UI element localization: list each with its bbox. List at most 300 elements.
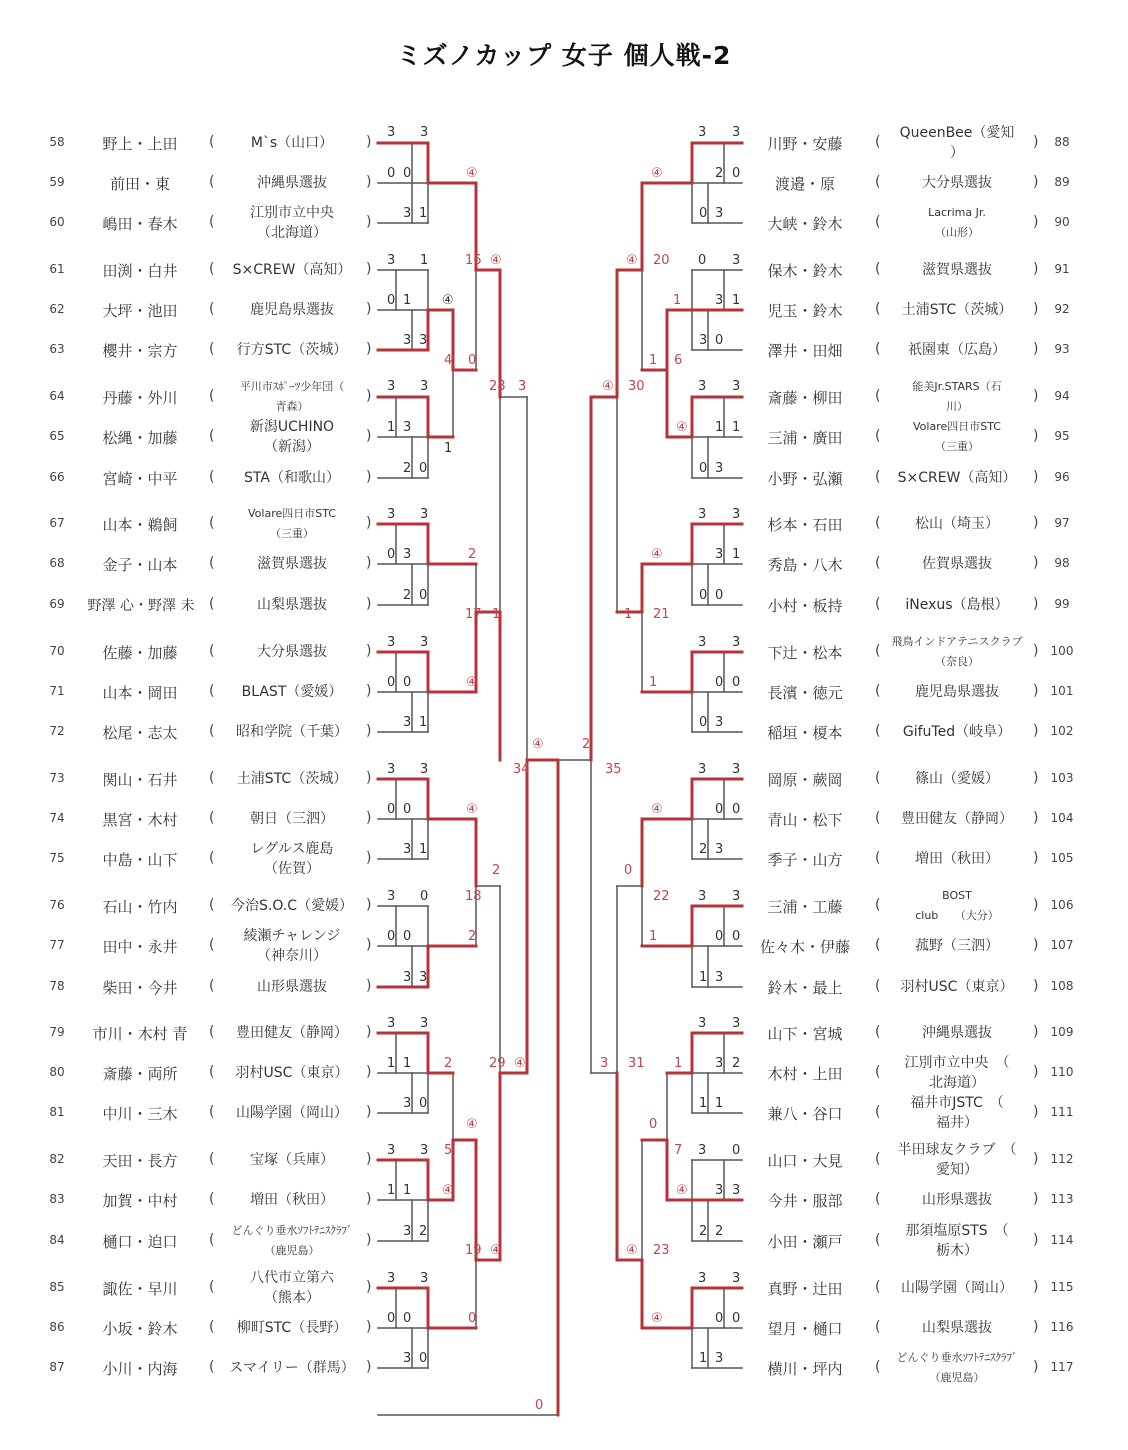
player-row	[0, 123, 380, 163]
club-name: 宝塚（兵庫）	[250, 1152, 334, 1168]
player-row	[0, 544, 380, 584]
close-paren: )	[1033, 1104, 1039, 1120]
open-paren: (	[209, 214, 215, 230]
close-paren: )	[1033, 723, 1039, 739]
seed-number: 66	[49, 470, 65, 484]
seed-number: 73	[49, 771, 65, 785]
open-paren: (	[875, 1319, 881, 1335]
player-names: 山本・岡田	[102, 684, 178, 702]
match-number-label: 3	[600, 1056, 609, 1071]
player-names: 田中・永井	[102, 938, 178, 956]
seed-number: 72	[49, 724, 65, 738]
seed-number: 101	[1050, 684, 1074, 698]
seed-number: 95	[1054, 429, 1070, 443]
seed-number: 111	[1050, 1105, 1074, 1119]
club-name: 半田球友クラブ （ 愛知）	[897, 1142, 1017, 1178]
player-row	[0, 799, 380, 839]
close-paren: )	[1033, 596, 1039, 612]
score-label: 3	[698, 1016, 707, 1031]
open-paren: (	[209, 174, 215, 190]
match-number-label: ④	[490, 253, 502, 268]
open-paren: (	[209, 428, 215, 444]
club-name: BOST club （大分）	[915, 889, 999, 922]
score-label: 2	[403, 461, 412, 476]
close-paren: )	[366, 1191, 372, 1207]
seed-number: 91	[1054, 262, 1070, 276]
close-paren: )	[366, 770, 372, 786]
seed-number: 88	[1054, 135, 1070, 149]
score-label: 1	[419, 206, 428, 221]
player-names: 稲垣・榎本	[767, 724, 843, 742]
score-label: 3	[387, 889, 396, 904]
close-paren: )	[1033, 1359, 1039, 1375]
seed-number: 99	[1054, 597, 1070, 611]
player-row	[0, 1140, 380, 1180]
club-name: 江別市立中央 （北海道）	[250, 205, 334, 241]
club-name: 八代市立第六 （熊本）	[250, 1270, 334, 1306]
match-number-label: 34	[513, 762, 530, 777]
open-paren: (	[875, 134, 881, 150]
match-number-label: ④	[466, 1117, 478, 1132]
score-label: 2	[732, 1056, 741, 1071]
match-number-label: ④	[514, 1056, 526, 1071]
seed-number: 89	[1054, 175, 1070, 189]
close-paren: )	[1033, 810, 1039, 826]
open-paren: (	[209, 388, 215, 404]
score-label: 1	[715, 1096, 724, 1111]
player-names: 三浦・工藤	[767, 898, 843, 916]
close-paren: )	[1033, 1279, 1039, 1295]
club-name: 平川市ｽﾎﾟｰﾂ少年団（ 青森）	[239, 380, 345, 413]
score-label: 3	[420, 1016, 429, 1031]
club-name: 山梨県選抜	[257, 597, 327, 613]
match-number-label: 31	[628, 1056, 645, 1071]
club-name: 飛鳥インドアテニスクラブ （奈良）	[891, 635, 1023, 668]
club-name: iNexus（島根）	[905, 597, 1009, 613]
seed-number: 59	[49, 175, 65, 189]
club-name: 那須塩原STS （ 栃木）	[905, 1223, 1009, 1259]
score-label: 3	[715, 547, 724, 562]
score-label: 0	[732, 929, 741, 944]
player-row	[0, 926, 380, 966]
player-row	[0, 672, 380, 712]
open-paren: (	[875, 388, 881, 404]
match-number-label: 22	[653, 889, 670, 904]
player-row	[745, 759, 1125, 799]
seed-number: 92	[1054, 302, 1070, 316]
club-name: 沖縄県選抜	[257, 175, 327, 191]
seed-number: 116	[1050, 1320, 1074, 1334]
player-names: 岡原・蕨岡	[767, 771, 843, 789]
open-paren: (	[209, 1104, 215, 1120]
open-paren: (	[209, 596, 215, 612]
player-row	[0, 886, 380, 926]
open-paren: (	[875, 515, 881, 531]
club-name: 江別市立中央 （ 北海道）	[904, 1055, 1010, 1091]
close-paren: )	[366, 1064, 372, 1080]
player-row	[745, 712, 1125, 752]
seed-number: 68	[49, 556, 65, 570]
score-label: 0	[387, 675, 396, 690]
close-paren: )	[1033, 261, 1039, 277]
score-label: 0	[699, 715, 708, 730]
seed-number: 70	[49, 644, 65, 658]
score-label: 0	[699, 461, 708, 476]
seed-number: 62	[49, 302, 65, 316]
score-label: 3	[715, 1351, 724, 1366]
close-paren: )	[1033, 214, 1039, 230]
score-label: 0	[715, 929, 724, 944]
close-paren: )	[366, 1232, 372, 1248]
score-label: 3	[420, 762, 429, 777]
match-number-label: 1	[673, 293, 682, 308]
score-label: 0	[387, 802, 396, 817]
match-number-label: ④	[676, 420, 688, 435]
score-label: 3	[403, 1096, 412, 1111]
player-row	[745, 504, 1125, 544]
open-paren: (	[209, 937, 215, 953]
seed-number: 69	[49, 597, 65, 611]
match-number-label: ④	[626, 1243, 638, 1258]
open-paren: (	[209, 770, 215, 786]
player-row	[745, 926, 1125, 966]
close-paren: )	[1033, 643, 1039, 659]
score-label: 2	[699, 1224, 708, 1239]
club-name: 大分県選抜	[922, 175, 992, 191]
player-names: 三浦・廣田	[767, 429, 843, 447]
club-name: Lacrima Jr. （山形）	[928, 206, 986, 239]
player-names: 黒宮・木村	[102, 811, 178, 829]
player-names: 望月・樋口	[767, 1320, 843, 1338]
club-name: 行方STC（茨城）	[236, 342, 348, 358]
seed-number: 98	[1054, 556, 1070, 570]
score-label: 3	[715, 970, 724, 985]
player-names: 諏佐・早川	[102, 1280, 178, 1298]
open-paren: (	[875, 723, 881, 739]
seed-number: 76	[49, 898, 65, 912]
player-names: 小田・瀬戸	[767, 1233, 843, 1251]
club-name: Volare四日市STC （三重）	[913, 420, 1001, 453]
match-number-label: 0	[535, 1398, 544, 1413]
player-row	[745, 1093, 1125, 1133]
seed-number: 112	[1050, 1152, 1074, 1166]
open-paren: (	[209, 515, 215, 531]
club-name: S×CREW（高知）	[232, 262, 352, 278]
club-name: 鹿児島県選抜	[250, 302, 334, 318]
match-number-label: 1	[674, 1056, 683, 1071]
score-label: 0	[387, 547, 396, 562]
open-paren: (	[875, 214, 881, 230]
match-number-label: 4	[444, 353, 453, 368]
open-paren: (	[209, 1151, 215, 1167]
player-names: 中川・三木	[102, 1105, 178, 1123]
player-row	[745, 1180, 1125, 1220]
score-label: 1	[732, 293, 741, 308]
score-label: 3	[715, 715, 724, 730]
player-row	[745, 799, 1125, 839]
player-names: 下辻・松本	[767, 644, 843, 662]
club-name: 豊田健友（静岡）	[901, 811, 1013, 827]
open-paren: (	[209, 134, 215, 150]
club-name: 土浦STC（茨城）	[901, 302, 1013, 318]
player-row	[745, 839, 1125, 879]
score-label: 3	[698, 379, 707, 394]
open-paren: (	[209, 1191, 215, 1207]
match-number-label: 1	[492, 607, 501, 622]
seed-number: 94	[1054, 389, 1070, 403]
close-paren: )	[366, 428, 372, 444]
player-row	[0, 330, 380, 370]
player-row	[0, 504, 380, 544]
club-name: 篠山（愛媛）	[915, 771, 999, 787]
player-row	[745, 1013, 1125, 1053]
seed-number: 105	[1050, 851, 1074, 865]
club-name: 松山（埼玉）	[915, 516, 999, 532]
score-label: 3	[403, 842, 412, 857]
club-name: 綾瀬チャレンジ （神奈川）	[243, 928, 341, 964]
close-paren: )	[1033, 515, 1039, 531]
player-row	[745, 1140, 1125, 1180]
close-paren: )	[1033, 1319, 1039, 1335]
player-row	[745, 250, 1125, 290]
player-names: 金子・山本	[102, 556, 178, 574]
club-name: 滋賀県選抜	[922, 262, 992, 278]
match-number-label: ④	[651, 1311, 663, 1326]
seed-number: 106	[1050, 898, 1074, 912]
score-label: 3	[387, 635, 396, 650]
match-number-label: ④	[651, 166, 663, 181]
score-label: 0	[732, 166, 741, 181]
club-name: どんぐり垂水ｿﾌﾄﾃﾆｽｸﾗﾌﾞ （鹿児島）	[896, 1351, 1018, 1384]
score-label: 1	[387, 1183, 396, 1198]
score-label: 0	[387, 929, 396, 944]
close-paren: )	[1033, 978, 1039, 994]
score-label: 3	[420, 379, 429, 394]
close-paren: )	[1033, 428, 1039, 444]
player-names: 関山・石井	[102, 771, 178, 789]
open-paren: (	[209, 1024, 215, 1040]
score-label: 1	[403, 1056, 412, 1071]
match-number-label: ④	[466, 802, 478, 817]
seed-number: 63	[49, 342, 65, 356]
club-name: 大分県選抜	[257, 644, 327, 660]
match-number-label: 1	[649, 675, 658, 690]
seed-number: 110	[1050, 1065, 1074, 1079]
score-label: 0	[419, 461, 428, 476]
seed-number: 65	[49, 429, 65, 443]
player-names: 宮崎・中平	[102, 470, 178, 488]
close-paren: )	[366, 134, 372, 150]
club-name: QueenBee（愛知 ）	[899, 125, 1015, 161]
close-paren: )	[366, 1319, 372, 1335]
open-paren: (	[875, 1359, 881, 1375]
score-label: 3	[420, 125, 429, 140]
score-label: ④	[442, 293, 454, 308]
seed-number: 61	[49, 262, 65, 276]
player-names: 小村・板持	[767, 597, 843, 615]
score-label: 1	[387, 1056, 396, 1071]
seed-number: 80	[49, 1065, 65, 1079]
seed-number: 93	[1054, 342, 1070, 356]
match-number-label: 0	[468, 353, 477, 368]
seed-number: 81	[49, 1105, 65, 1119]
close-paren: )	[366, 1024, 372, 1040]
score-label: 0	[698, 253, 707, 268]
seed-number: 64	[49, 389, 65, 403]
player-row	[0, 290, 380, 330]
page-title: ミズノカップ 女子 個人戦-2	[396, 41, 732, 70]
close-paren: )	[366, 1151, 372, 1167]
player-row	[745, 632, 1125, 672]
player-row	[745, 290, 1125, 330]
open-paren: (	[209, 1359, 215, 1375]
match-number-label: 0	[624, 863, 633, 878]
match-number-label: 2	[444, 1056, 453, 1071]
match-number-label: ④	[466, 675, 478, 690]
seed-number: 109	[1050, 1025, 1074, 1039]
match-number-label: ④	[651, 802, 663, 817]
open-paren: (	[209, 1279, 215, 1295]
open-paren: (	[209, 683, 215, 699]
open-paren: (	[209, 897, 215, 913]
club-name: 豊田健友（静岡）	[236, 1025, 348, 1041]
player-row	[0, 1013, 380, 1053]
club-name: どんぐり垂水ｿﾌﾄﾃﾆｽｸﾗﾌﾞ （鹿児島）	[231, 1224, 353, 1257]
seed-number: 102	[1050, 724, 1074, 738]
match-number-label: 1	[624, 607, 633, 622]
match-number-label: ④	[626, 253, 638, 268]
close-paren: )	[1033, 341, 1039, 357]
player-row	[0, 377, 380, 417]
seed-number: 58	[49, 135, 65, 149]
open-paren: (	[875, 850, 881, 866]
score-label: 3	[732, 253, 741, 268]
club-name: 山形県選抜	[257, 979, 327, 995]
player-row	[0, 759, 380, 799]
player-names: 丹藤・外川	[102, 389, 178, 407]
score-label: 1	[699, 1096, 708, 1111]
match-number-label: 2	[468, 929, 477, 944]
match-number-label: 21	[653, 607, 670, 622]
score-label: 0	[715, 1311, 724, 1326]
player-names: 柴田・今井	[102, 979, 178, 997]
open-paren: (	[209, 1064, 215, 1080]
player-row	[0, 203, 380, 243]
open-paren: (	[875, 596, 881, 612]
seed-number: 104	[1050, 811, 1074, 825]
player-names: 今井・服部	[767, 1192, 843, 1210]
score-label: 0	[403, 675, 412, 690]
close-paren: )	[366, 301, 372, 317]
match-number-label: 2	[582, 737, 591, 752]
club-name: 山陽学園（岡山）	[236, 1105, 348, 1121]
close-paren: )	[366, 643, 372, 659]
close-paren: )	[1033, 469, 1039, 485]
match-number-label: 6	[674, 353, 683, 368]
player-names: 松尾・志太	[102, 724, 178, 742]
open-paren: (	[209, 850, 215, 866]
club-name: 佐賀県選抜	[922, 556, 992, 572]
open-paren: (	[209, 643, 215, 659]
player-names: 渡邉・原	[774, 175, 835, 193]
match-number-label: ④	[490, 1243, 502, 1258]
open-paren: (	[875, 937, 881, 953]
score-label: 1	[699, 970, 708, 985]
match-number-label: 16	[465, 253, 482, 268]
score-label: 3	[387, 1143, 396, 1158]
club-name: 新潟UCHINO （新潟）	[249, 419, 335, 455]
score-label: 3	[403, 1224, 412, 1239]
seed-number: 86	[49, 1320, 65, 1334]
close-paren: )	[366, 261, 372, 277]
seed-number: 83	[49, 1192, 65, 1206]
seed-number: 74	[49, 811, 65, 825]
player-names: 澤井・田畑	[767, 342, 843, 360]
close-paren: )	[366, 174, 372, 190]
match-number-label: 0	[649, 1117, 658, 1132]
player-row	[0, 163, 380, 203]
score-label: 1	[387, 420, 396, 435]
score-label: 0	[732, 802, 741, 817]
seed-number: 103	[1050, 771, 1074, 785]
player-names: 季子・山方	[767, 851, 843, 869]
club-name: 鹿児島県選抜	[915, 684, 999, 700]
player-names: 横川・坪内	[767, 1360, 843, 1378]
club-name: レグルス鹿島 （佐賀）	[250, 841, 334, 877]
score-label: 3	[387, 253, 396, 268]
close-paren: )	[1033, 850, 1039, 866]
score-label: 3	[403, 970, 412, 985]
close-paren: )	[366, 937, 372, 953]
match-number-label: 23	[653, 1243, 670, 1258]
player-names: 山口・大見	[767, 1152, 843, 1170]
score-label: 0	[403, 929, 412, 944]
player-row	[745, 123, 1125, 163]
player-names: 山下・宮城	[767, 1025, 843, 1043]
player-names: 野澤 心・野澤 未	[87, 598, 195, 614]
score-label: 2	[715, 1224, 724, 1239]
close-paren: )	[1033, 1191, 1039, 1207]
seed-number: 90	[1054, 215, 1070, 229]
seed-number: 87	[49, 1360, 65, 1374]
score-label: 3	[715, 842, 724, 857]
close-paren: )	[366, 388, 372, 404]
open-paren: (	[875, 643, 881, 659]
club-name: 羽村USC（東京）	[900, 979, 1014, 995]
player-names: 樋口・迫口	[102, 1233, 178, 1251]
score-label: 1	[403, 1183, 412, 1198]
close-paren: )	[1033, 174, 1039, 190]
close-paren: )	[1033, 1232, 1039, 1248]
score-label: 0	[732, 1311, 741, 1326]
open-paren: (	[875, 1151, 881, 1167]
match-number-label: 17	[465, 607, 482, 622]
score-label: 3	[732, 889, 741, 904]
score-label: 0	[732, 1143, 741, 1158]
score-label: 3	[419, 970, 428, 985]
close-paren: )	[1033, 1064, 1039, 1080]
score-label: 3	[698, 125, 707, 140]
seed-number: 67	[49, 516, 65, 530]
player-names: 小川・内海	[102, 1360, 178, 1378]
seed-number: 71	[49, 684, 65, 698]
seed-number: 108	[1050, 979, 1074, 993]
player-row	[0, 1221, 380, 1261]
player-names: 大峡・鈴木	[767, 215, 843, 233]
match-number-label: ④	[602, 379, 614, 394]
score-label: 3	[420, 1143, 429, 1158]
match-number-label: 1	[649, 929, 658, 944]
